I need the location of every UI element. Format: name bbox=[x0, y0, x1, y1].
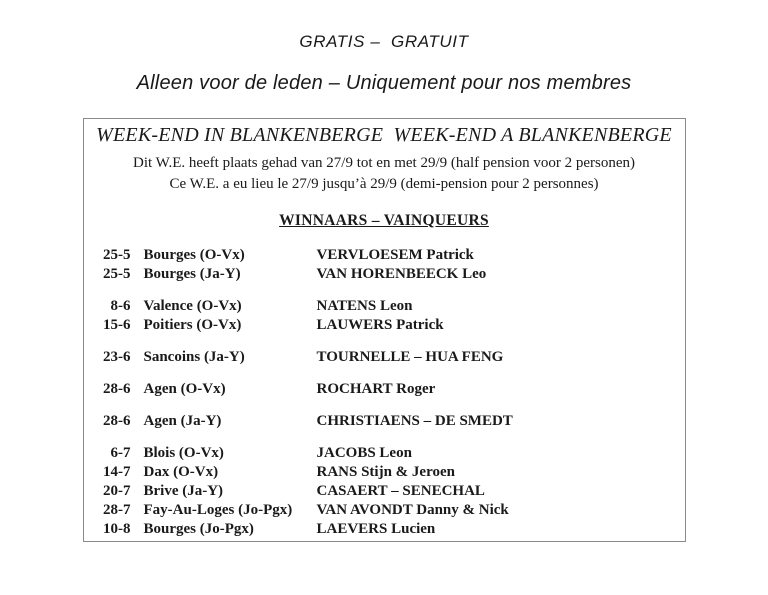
race-date: 14-7 bbox=[103, 464, 131, 480]
winner-name: VAN HORENBEECK Leo bbox=[316, 266, 487, 282]
winner-row bbox=[93, 482, 685, 501]
race-date: 8-6 bbox=[110, 298, 131, 314]
winner-group-6 bbox=[93, 444, 685, 539]
winner-row bbox=[93, 265, 685, 284]
race-name: Dax (O-Vx) bbox=[143, 464, 219, 480]
box-title: WEEK-END IN BLANKENBERGE WEEK-END A BLANKENBERGE bbox=[96, 124, 672, 146]
subtitle-dutch: Dit W.E. heeft plaats gehad van 27/9 tot en met 29/9 (half pension voor 2 personen) bbox=[133, 155, 635, 171]
race-date: 25-5 bbox=[103, 266, 131, 282]
race-name: Poitiers (O-Vx) bbox=[143, 317, 242, 333]
winners-heading-wrap bbox=[84, 211, 685, 230]
winner-name: ROCHART Roger bbox=[316, 381, 436, 397]
race-date: 10-8 bbox=[103, 521, 131, 537]
winner-name: CASAERT – SENECHAL bbox=[316, 483, 485, 499]
race-name: Blois (O-Vx) bbox=[143, 445, 224, 461]
winner-row bbox=[93, 520, 685, 539]
winners-list bbox=[84, 246, 685, 539]
winner-group-4 bbox=[93, 380, 685, 399]
winner-name: CHRISTIAENS – DE SMEDT bbox=[316, 413, 513, 429]
race-date: 28-6 bbox=[103, 381, 131, 397]
race-date: 20-7 bbox=[103, 483, 131, 499]
race-date: 23-6 bbox=[103, 349, 131, 365]
race-name: Brive (Ja-Y) bbox=[143, 483, 224, 499]
winner-group-2 bbox=[93, 297, 685, 335]
race-name: Valence (O-Vx) bbox=[143, 298, 242, 314]
winner-name: JACOBS Leon bbox=[316, 445, 412, 461]
winner-row bbox=[93, 412, 685, 431]
winner-row bbox=[93, 316, 685, 335]
race-date: 28-7 bbox=[103, 502, 131, 518]
winner-row bbox=[93, 246, 685, 265]
race-date: 15-6 bbox=[103, 317, 131, 333]
winner-name: NATENS Leon bbox=[316, 298, 413, 314]
winner-row bbox=[93, 501, 685, 520]
gratis-line: GRATIS – GRATUIT bbox=[299, 32, 469, 51]
winner-row bbox=[93, 297, 685, 316]
race-name: Bourges (O-Vx) bbox=[143, 247, 245, 263]
race-name: Agen (Ja-Y) bbox=[143, 413, 222, 429]
race-date: 25-5 bbox=[103, 247, 131, 263]
race-name: Agen (O-Vx) bbox=[143, 381, 226, 397]
winner-group-3 bbox=[93, 348, 685, 367]
race-date: 6-7 bbox=[110, 445, 131, 461]
winner-name: RANS Stijn & Jeroen bbox=[316, 464, 455, 480]
race-date: 28-6 bbox=[103, 413, 131, 429]
race-name: Bourges (Ja-Y) bbox=[143, 266, 241, 282]
winner-name: LAUWERS Patrick bbox=[316, 317, 444, 333]
winner-name: TOURNELLE – HUA FENG bbox=[316, 349, 504, 365]
winner-group-5 bbox=[93, 412, 685, 431]
subtitle-french: Ce W.E. a eu lieu le 27/9 jusqu’à 29/9 (demi-pension pour 2 personnes) bbox=[169, 176, 599, 192]
winner-row bbox=[93, 380, 685, 399]
winners-heading: WINNAARS – VAINQUEURS bbox=[279, 212, 489, 229]
winner-group-1 bbox=[93, 246, 685, 284]
winner-name: LAEVERS Lucien bbox=[316, 521, 436, 537]
winner-row bbox=[93, 348, 685, 367]
race-name: Fay-Au-Loges (Jo-Pgx) bbox=[143, 502, 293, 518]
weekend-results-box bbox=[83, 118, 686, 542]
winner-name: VERVLOESEM Patrick bbox=[316, 247, 474, 263]
members-only-line: Alleen voor de leden – Uniquement pour nos membres bbox=[136, 72, 632, 94]
race-name: Sancoins (Ja-Y) bbox=[143, 349, 245, 365]
winner-row bbox=[93, 463, 685, 482]
winner-name: VAN AVONDT Danny & Nick bbox=[316, 502, 509, 518]
winner-row bbox=[93, 444, 685, 463]
race-name: Bourges (Jo-Pgx) bbox=[143, 521, 254, 537]
